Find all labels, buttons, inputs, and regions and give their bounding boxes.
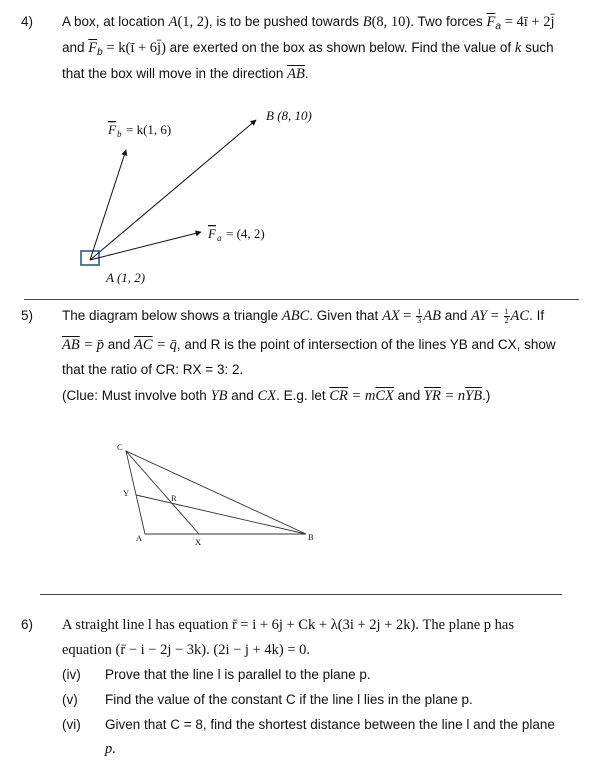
vertex-b: B <box>308 532 314 542</box>
question-number: 5) <box>21 308 34 323</box>
q6-line-2: equation (r̄ − i − 2j − 3k). (2i − j + 4k) = 0. <box>62 642 311 658</box>
question-number: 6) <box>21 617 34 632</box>
label-fb <box>107 122 171 139</box>
svg-text:= (4, 2): = (4, 2) <box>226 226 265 241</box>
fraction-one-third: $\frac{1}{3}$ <box>417 307 422 325</box>
q4-line-1: A box, at location A(1, 2), is to be pushed towards B(8, 10). Two forces $\overline{F}_a$ = 4ī + 2j̄ <box>62 14 555 32</box>
svg-text:= k(1, 6): = k(1, 6) <box>126 122 172 137</box>
q5-line-2: $\overline{AB}$ = p̄ and $\overline{AC}$ = q̄, and R is the point of intersection of the lines YB and CX, show <box>62 337 556 353</box>
svg-text:F: F <box>108 122 116 137</box>
triangle-diagram <box>110 438 330 553</box>
svg-text:F: F <box>208 226 216 241</box>
point-y: Y <box>123 488 130 498</box>
svg-text:a: a <box>217 233 222 243</box>
separator <box>40 594 562 595</box>
svg-text:b: b <box>117 129 122 139</box>
q5-line-1: The diagram below shows a triangle ABC. Given that AX = $\frac{1}{3}$ AB and AY = $\frac{1}{2}$ AC. If <box>62 307 545 325</box>
vertex-c: C <box>117 442 123 452</box>
line-yb <box>136 495 306 534</box>
sub-item-continuation: p. <box>105 741 116 757</box>
q5-line-4-clue: (Clue: Must involve both YB and CX. E.g. let $\overline{CR} = m\overline{CX}$ and $\overline{YR} = n\overline{YB}$.) <box>62 388 491 404</box>
point-x: X <box>195 537 202 547</box>
sub-item-text: Prove that the line l is parallel to the plane p. <box>105 667 371 682</box>
sub-item-label: (v) <box>62 692 78 707</box>
sub-item-text: Given that C = 8, find the shortest distance between the line l and the plane <box>105 717 555 732</box>
force-fb-arrow <box>90 150 126 260</box>
q4-line-3: that the box will move in the direction $\overline{AB}$. <box>62 66 309 82</box>
vertex-a: A <box>136 533 143 543</box>
label-a: A (1, 2) <box>106 270 146 285</box>
line-cx <box>126 451 199 534</box>
q4-line-2: and $\overline{F}_b$ = k(ī + 6j̄) are exerted on the box as shown below. Find the value of k such <box>62 40 554 58</box>
label-b: B (8, 10) <box>266 108 312 123</box>
q6-line-1: A straight line l has equation r̄ = i + 6j + Ck + λ(3i + 2j + 2k). The plane p has <box>62 617 514 633</box>
sub-item-label: (iv) <box>62 667 81 682</box>
q5-line-3: that the ratio of CR: RX = 3: 2. <box>62 362 244 377</box>
fraction-one-half: $\frac{1}{2}$ <box>504 307 509 325</box>
point-r: R <box>171 493 177 503</box>
sub-item-label: (vi) <box>62 717 81 732</box>
separator <box>24 299 579 300</box>
triangle-abc <box>126 451 306 534</box>
sub-item-text: Find the value of the constant C if the line l lies in the plane p. <box>105 692 473 707</box>
question-number: 4) <box>21 14 34 29</box>
label-fa <box>207 226 265 243</box>
force-diagram <box>70 100 330 295</box>
